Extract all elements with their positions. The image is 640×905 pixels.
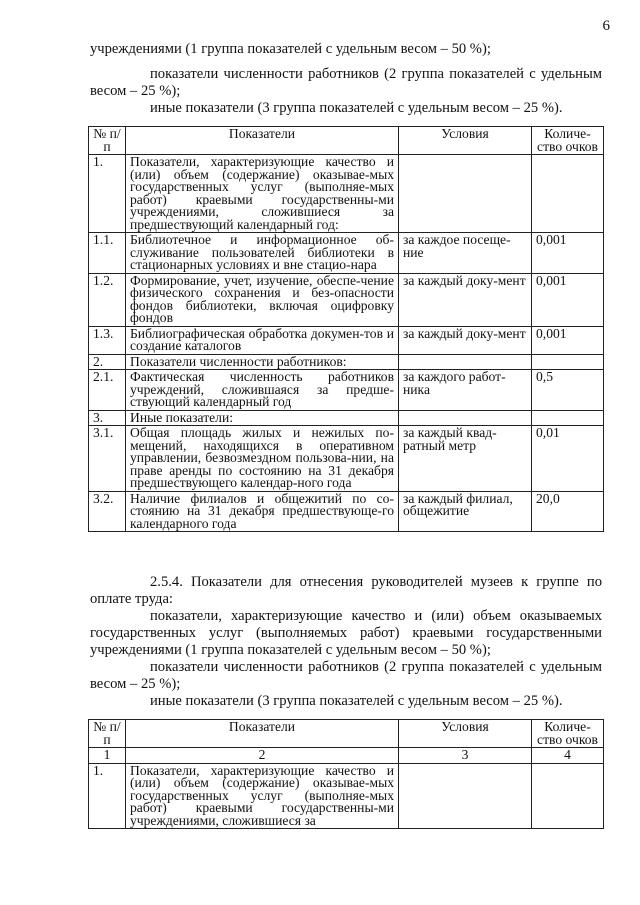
museum-indicators-table: [88, 719, 604, 829]
row-condition: за каждый доку-мент: [399, 326, 532, 354]
col-header-condition: Условия: [399, 720, 532, 748]
row-points: [532, 763, 604, 829]
table-row: [89, 763, 604, 829]
museum-line-1: показатели, характеризующие качество и (или) объем оказываемых государственных услуг (выполняемых работ) краевыми государственными учреждениями (1 группа показателей с удельным весом – 50 %);: [90, 608, 602, 658]
column-number-row: [89, 748, 604, 764]
row-points: 0,001: [532, 273, 604, 326]
col-header-indicator: Показатели: [126, 720, 399, 748]
row-points: [532, 410, 604, 426]
row-points: [532, 155, 604, 233]
row-condition: за каждое посеще-ние: [399, 233, 532, 274]
row-number: 1.: [89, 155, 126, 233]
table-row: [89, 273, 604, 326]
row-condition: за каждого работ-ника: [399, 370, 532, 411]
library-indicators-table: [88, 126, 604, 532]
row-indicator: Наличие филиалов и общежитий по со-стоянию на 31 декабря предшествующе-го календарного года: [126, 491, 399, 532]
row-indicator: Иные показатели:: [126, 410, 399, 426]
table-header-row: [89, 720, 604, 748]
table-row: [89, 354, 604, 370]
page-number: 6: [602, 18, 610, 34]
row-condition: [399, 763, 532, 829]
col-header-points: Количе-ство очков: [532, 720, 604, 748]
table-row: [89, 370, 604, 411]
col-number-3: 3: [399, 748, 532, 764]
row-number: 1.1.: [89, 233, 126, 274]
row-points: 0,5: [532, 370, 604, 411]
table-row: [89, 491, 604, 532]
row-condition: за каждый филиал, общежитие: [399, 491, 532, 532]
row-points: 0,001: [532, 233, 604, 274]
row-indicator: Показатели численности работников:: [126, 354, 399, 370]
row-number: 1.3.: [89, 326, 126, 354]
table-row: [89, 426, 604, 492]
col-header-condition: Условия: [399, 127, 532, 155]
museum-line-3: иные показатели (3 группа показателей с удельным весом – 25 %).: [150, 693, 563, 709]
col-header-number: № п/п: [89, 127, 126, 155]
section-heading: 2.5.4. Показатели для отнесения руководителей музеев к группе по оплате труда:: [90, 574, 602, 607]
row-points: 0,01: [532, 426, 604, 492]
row-indicator: Общая площадь жилых и нежилых по-мещений, находящихся в оперативном управлении, безвозмездном пользова-нии, на праве аренды по состоянию на 31 декабря предшествующего календар-ного года: [126, 426, 399, 492]
row-points: 0,001: [532, 326, 604, 354]
row-condition: [399, 354, 532, 370]
col-number-1: 1: [89, 748, 126, 764]
col-number-4: 4: [532, 748, 604, 764]
col-header-indicator: Показатели: [126, 127, 399, 155]
row-indicator: Показатели, характеризующие качество и (или) объем (содержание) оказывае-мых государственных услуг (выполняе-мых работ) краевыми государственны-ми учреждениями, сложившиеся за предшествующий календарный год:: [126, 155, 399, 233]
table-row: [89, 233, 604, 274]
row-indicator: Формирование, учет, изучение, обеспе-чение физического сохранения и без-опасности фондов библиотеки, включая оцифровку фондов: [126, 273, 399, 326]
row-number: 2.: [89, 354, 126, 370]
col-header-points: Количе-ство очков: [532, 127, 604, 155]
intro-line-2: показатели численности работников (2 группа показателей с удельным весом – 25 %);: [90, 66, 602, 99]
table-header-row: [89, 127, 604, 155]
row-indicator: Библиографическая обработка докумен-тов и создание каталогов: [126, 326, 399, 354]
row-indicator: Фактическая численность работников учреждений, сложившаяся за предше-ствующий календарный год: [126, 370, 399, 411]
row-number: 3.1.: [89, 426, 126, 492]
intro-line-3: иные показатели (3 группа показателей с удельным весом – 25 %).: [150, 100, 563, 116]
row-number: 1.: [89, 763, 126, 829]
col-header-number: № п/п: [89, 720, 126, 748]
row-number: 2.1.: [89, 370, 126, 411]
table-row: [89, 326, 604, 354]
row-condition: за каждый доку-мент: [399, 273, 532, 326]
row-points: [532, 354, 604, 370]
intro-line-1: учреждениями (1 группа показателей с удельным весом – 50 %);: [90, 41, 491, 57]
row-condition: [399, 410, 532, 426]
table-row: [89, 155, 604, 233]
row-number: 3.2.: [89, 491, 126, 532]
row-condition: [399, 155, 532, 233]
col-number-2: 2: [126, 748, 399, 764]
table-row: [89, 410, 604, 426]
museum-line-2: показатели численности работников (2 группа показателей с удельным весом – 25 %);: [90, 659, 602, 692]
row-indicator: Показатели, характеризующие качество и (или) объем (содержание) оказывае-мых государственных услуг (выполняе-мых работ) краевыми государственны-ми учреждениями, сложившиеся за: [126, 763, 399, 829]
row-number: 3.: [89, 410, 126, 426]
row-number: 1.2.: [89, 273, 126, 326]
row-points: 20,0: [532, 491, 604, 532]
row-indicator: Библиотечное и информационное об-служивание пользователей библиотеки в стационарных условиях и вне стацио-нара: [126, 233, 399, 274]
row-condition: за каждый квад-ратный метр: [399, 426, 532, 492]
